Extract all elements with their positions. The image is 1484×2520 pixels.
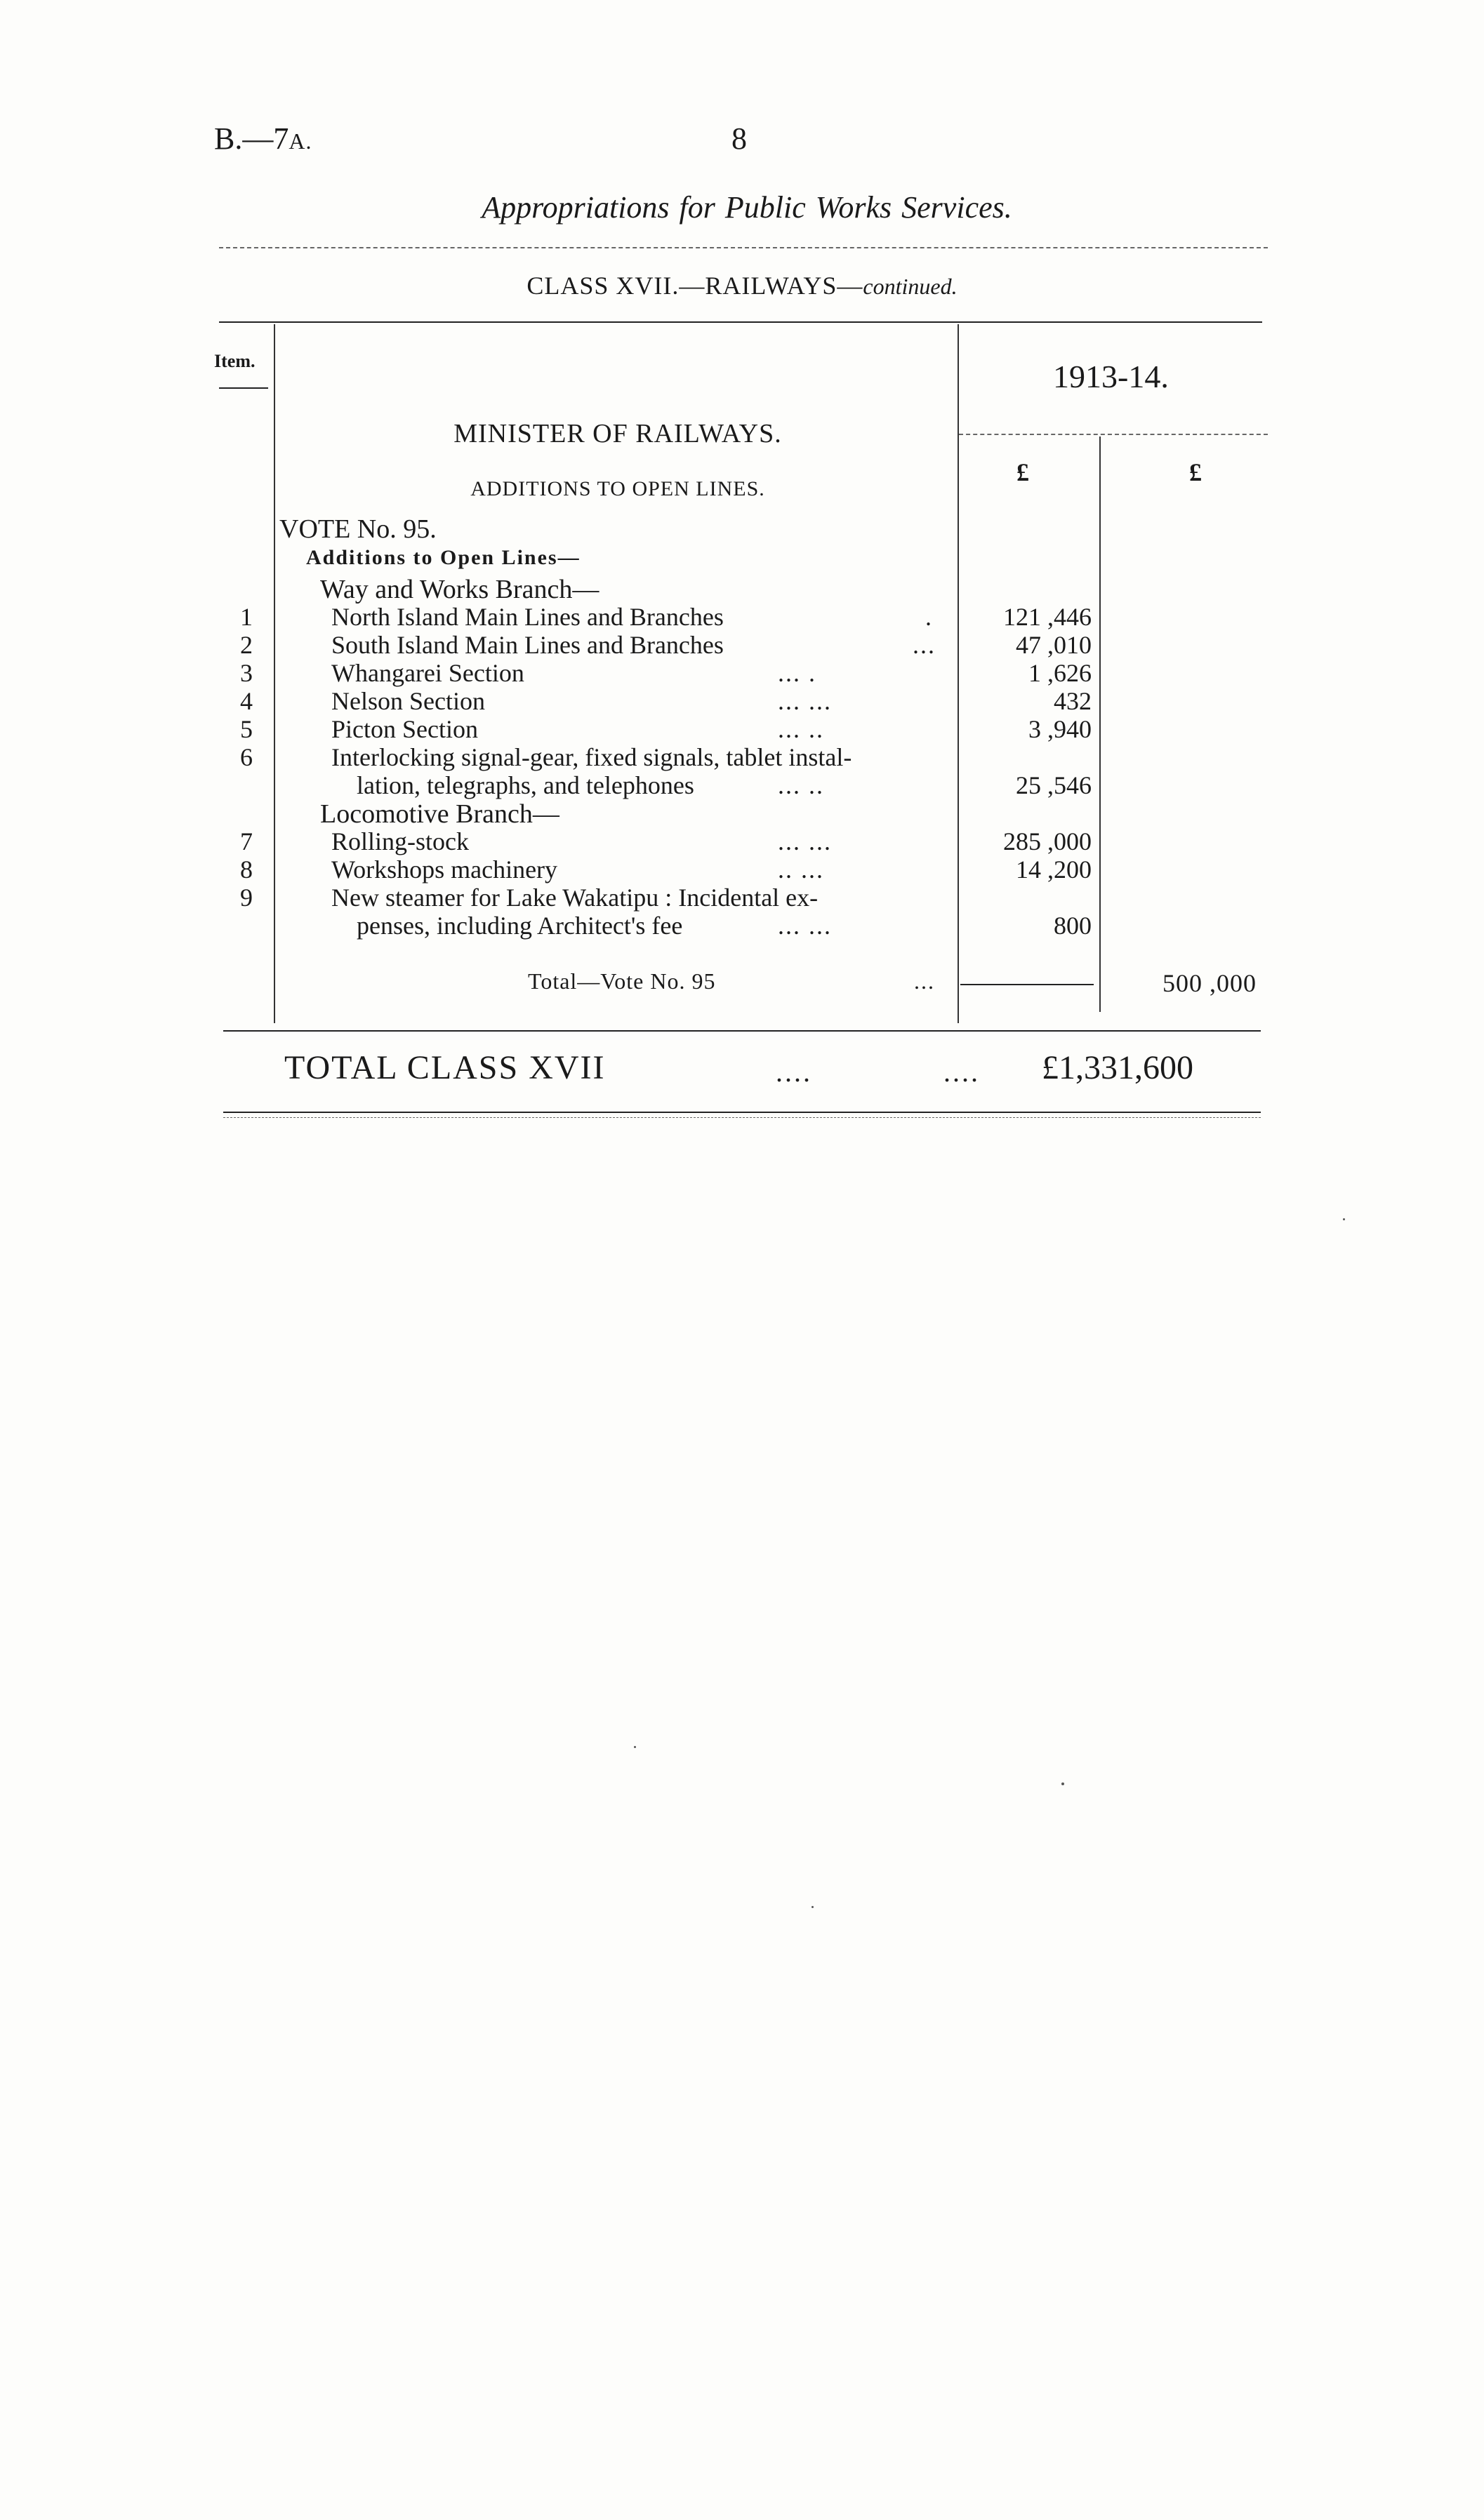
leader-dots: .: [925, 603, 933, 631]
vote-subheading: Additions to Open Lines—: [306, 546, 581, 569]
item-amount: 47 ,010: [1016, 631, 1092, 659]
item-description: Interlocking signal-gear, fixed signals, tablet instal-: [331, 743, 852, 771]
item-description: Whangarei Section: [331, 659, 524, 687]
leader-dots: ...: [913, 631, 936, 659]
item-description: Workshops machinery: [331, 855, 558, 884]
title-word-3: Public: [724, 190, 806, 225]
grand-total-amount: £1,331,600: [1042, 1049, 1193, 1086]
table-row: [0, 630, 1484, 658]
class-heading-main: CLASS XVII.—RAILWAYS—: [526, 272, 863, 300]
page-title: [0, 189, 1484, 225]
leader-dots: ...: [914, 968, 935, 994]
item-number: 5: [240, 715, 253, 743]
vote-total-label: Total—Vote No. 95: [528, 968, 716, 994]
item-column-header: Item.: [214, 351, 256, 371]
table-row: [0, 658, 1484, 686]
year-header-divider: [959, 434, 1268, 435]
grand-total-rule-lower: [223, 1117, 1261, 1118]
item-number: 7: [240, 827, 253, 855]
table-top-rule: [219, 321, 1262, 323]
title-divider: [219, 247, 1268, 248]
leader-dots: ... ...: [778, 912, 832, 940]
title-word-5: Services.: [901, 190, 1012, 225]
vote-total-amount: 500 ,000: [1162, 969, 1257, 997]
table-row: [0, 742, 1484, 771]
item-description: Rolling-stock: [331, 827, 469, 855]
class-heading: [0, 271, 1484, 300]
item-amount: 800: [1054, 912, 1092, 940]
table-bottom-rule: [223, 1030, 1261, 1032]
class-heading-suffix: continued.: [863, 274, 958, 299]
table-row: [0, 855, 1484, 883]
branch-heading-locomotive: Locomotive Branch—: [320, 799, 559, 829]
item-amount: 3 ,940: [1028, 715, 1092, 743]
scan-speck: [1061, 1782, 1064, 1785]
currency-right-header: £: [1189, 458, 1202, 486]
item-description: North Island Main Lines and Branches: [331, 603, 724, 631]
branch-heading-way-and-works: Way and Works Branch—: [320, 575, 599, 604]
item-number: 9: [240, 884, 253, 912]
table-row: [0, 714, 1484, 742]
table-row: [0, 771, 1484, 799]
table-row: [0, 883, 1484, 911]
leader-dots: ... .: [778, 659, 816, 687]
currency-left-header: £: [1016, 458, 1029, 486]
item-amount: 25 ,546: [1016, 771, 1092, 799]
item-description: Picton Section: [331, 715, 478, 743]
title-word-1: Appropriations: [482, 190, 670, 225]
reference-suffix: A.: [289, 128, 312, 154]
year-column-header: 1913-14.: [1053, 359, 1169, 394]
item-description: lation, telegraphs, and telephones: [357, 771, 694, 799]
reference-main: B.—7: [214, 121, 289, 156]
scan-speck: [634, 1746, 636, 1748]
grand-total-label: TOTAL CLASS XVII: [284, 1049, 606, 1086]
grand-total-dots-2: ....: [943, 1056, 980, 1088]
item-number: 1: [240, 603, 253, 631]
item-number: 6: [240, 743, 253, 771]
vote-label: VOTE No. 95.: [279, 514, 437, 544]
item-description: Nelson Section: [331, 687, 485, 715]
scan-speck: [1343, 1218, 1345, 1220]
item-number: 8: [240, 855, 253, 884]
leader-dots: ... ...: [778, 687, 832, 715]
table-row: [0, 686, 1484, 714]
title-word-2: for: [679, 190, 715, 225]
title-word-4: Works: [815, 190, 892, 225]
leader-dots: .. ...: [778, 855, 824, 884]
item-amount: 121 ,446: [1003, 603, 1092, 631]
grand-total-dots-1: ....: [776, 1056, 812, 1088]
page-number: 8: [731, 121, 747, 156]
grand-total-rule: [223, 1112, 1261, 1113]
item-number: 2: [240, 631, 253, 659]
item-header-underline: [219, 387, 268, 389]
item-amount: 14 ,200: [1016, 855, 1092, 884]
table-row: [0, 911, 1484, 939]
minister-heading: MINISTER OF RAILWAYS.: [453, 419, 782, 448]
item-amount: 285 ,000: [1003, 827, 1092, 855]
item-amount: 1 ,626: [1028, 659, 1092, 687]
table-row: [0, 827, 1484, 855]
item-amount: 432: [1054, 687, 1092, 715]
scan-speck: [811, 1906, 814, 1908]
item-description: penses, including Architect's fee: [357, 912, 683, 940]
section-heading: ADDITIONS TO OPEN LINES.: [470, 477, 765, 500]
item-description: South Island Main Lines and Branches: [331, 631, 724, 659]
leader-dots: ... ..: [778, 715, 824, 743]
item-number: 4: [240, 687, 253, 715]
item-number: 3: [240, 659, 253, 687]
leader-dots: ... ..: [778, 771, 824, 799]
item-description: New steamer for Lake Wakatipu : Incidental ex-: [331, 884, 819, 912]
vote-total-row: [0, 968, 1484, 996]
document-reference: [214, 121, 312, 156]
table-row: [0, 602, 1484, 630]
leader-dots: ... ...: [778, 827, 832, 855]
